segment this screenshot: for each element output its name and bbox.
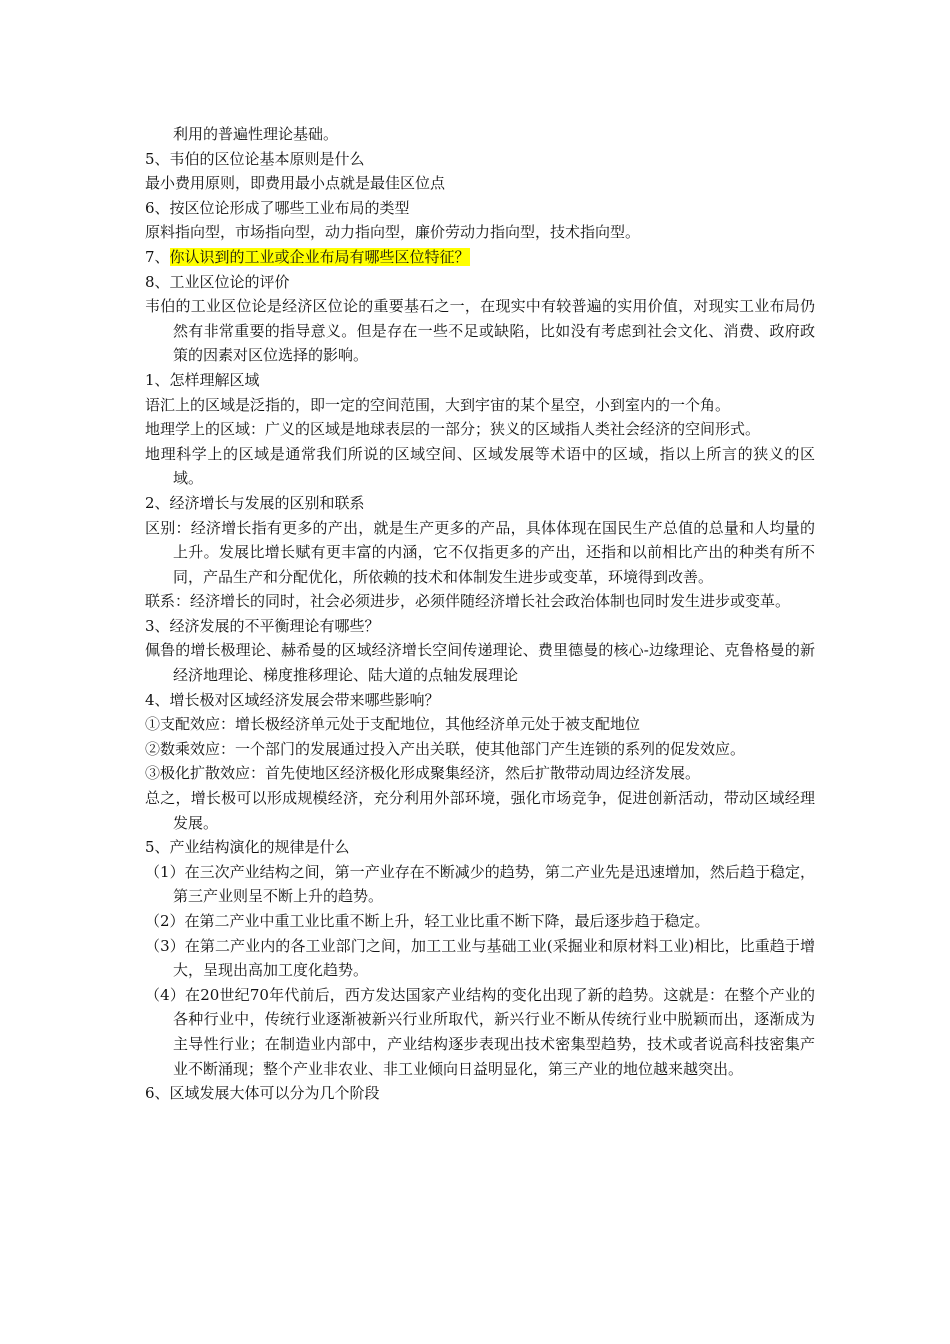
question-heading: 5、产业结构演化的规律是什么: [145, 838, 350, 857]
answer-paragraph: 地理科学上的区域是通常我们所说的区域空间、区域发展等术语中的区域，指以上所言的狭义的区域。: [145, 444, 815, 488]
answer-paragraph: 联系：经济增长的同时，社会必须进步，必须伴随经济增长社会政治体制也同时发生进步或变革。: [145, 592, 791, 611]
question-heading: 5、韦伯的区位论基本原则是什么: [145, 149, 365, 168]
answer-paragraph: 原料指向型，市场指向型，动力指向型，廉价劳动力指向型，技术指向型。: [145, 223, 641, 242]
answer-paragraph: 区别：经济增长指有更多的产出，就是生产更多的产品，具体体现在国民生产总值的总量和人均量的上升。发展比增长赋有更丰富的内涵，它不仅指更多的产出，还指和以前相比产出的种类有所不同，产品生产和分配优化，所依赖的技术和体制发生进步或变革，环境得到改善。: [145, 518, 815, 586]
answer-paragraph: 佩鲁的增长极理论、赫希曼的区域经济增长空间传递理论、费里德曼的核心-边缘理论、克鲁格曼的新经济地理论、梯度推移理论、陆大道的点轴发展理论: [145, 641, 815, 685]
answer-list-item: ③极化扩散效应：首先使地区经济极化形成聚集经济，然后扩散带动周边经济发展。: [145, 764, 701, 783]
question-heading: 6、区域发展大体可以分为几个阶段: [145, 1084, 380, 1103]
answer-list-item: （3）在第二产业内的各工业部门之间，加工工业与基础工业(采掘业和原材料工业)相比，比重趋于增大，呈现出高加工度化趋势。: [145, 936, 815, 980]
answer-list-item: ①支配效应：增长极经济单元处于支配地位，其他经济单元处于被支配地位: [145, 715, 641, 734]
question-heading: 4、增长极对区域经济发展会带来哪些影响？: [145, 690, 440, 709]
question-heading: 3、经济发展的不平衡理论有哪些？: [145, 616, 380, 635]
question-heading: 1、怎样理解区域: [145, 370, 260, 389]
highlighted-question-text: 你认识到的工业或企业布局有哪些区位特征？: [169, 247, 470, 266]
answer-paragraph: 总之，增长极可以形成规模经济，充分利用外部环境，强化市场竞争，促进创新活动，带动区域经理发展。: [145, 789, 815, 832]
answer-paragraph: 最小费用原则，即费用最小点就是最佳区位点: [145, 174, 446, 193]
question-heading: 2、经济增长与发展的区别和联系: [145, 493, 365, 512]
answer-list-item: ②数乘效应：一个部门的发展通过投入产出关联，使其他部门产生连锁的系列的促发效应。: [145, 739, 746, 758]
answer-paragraph: 韦伯的工业区位论是经济区位论的重要基石之一，在现实中有较普遍的实用价值，对现实工业布局仍然有非常重要的指导意义。但是存在一些不足或缺陷，比如没有考虑到社会文化、消费、政府政策的因素对区位选择的影响。: [145, 297, 815, 365]
document-body: [145, 122, 815, 1106]
question-heading-highlighted: [145, 245, 815, 270]
answer-paragraph: 语汇上的区域是泛指的，即一定的空间范围，大到宇宙的某个星空，小到室内的一个角。: [145, 395, 731, 414]
paragraph: 利用的普遍性理论基础。: [173, 125, 339, 143]
answer-list-item: （2）在第二产业中重工业比重不断上升，轻工业比重不断下降，最后逐步趋于稳定。: [145, 912, 710, 930]
question-heading: 6、按区位论形成了哪些工业布局的类型: [145, 198, 410, 217]
question-number: 7、: [145, 247, 170, 266]
answer-list-item: （1）在三次产业结构之间，第一产业存在不断减少的趋势，第二产业先是迅速增加，然后趋于稳定，第三产业则呈不断上升的趋势。: [145, 862, 815, 906]
answer-list-item: （4）在20世纪70年代前后，西方发达国家产业结构的变化出现了新的趋势。这就是：在整个产业的各种行业中，传统行业逐渐被新兴行业所取代，新兴行业不断从传统行业中脱颖而出，逐渐成为主导性行业；在制造业内部中，产业结构逐步表现出技术密集型趋势，技术或者说高科技密集产业不断涌现；整个产业非农业、非工业倾向日益明显化，第三产业的地位越来越突出。: [145, 985, 815, 1078]
answer-paragraph: 地理学上的区域：广义的区域是地球表层的一部分；狭义的区域指人类社会经济的空间形式。: [145, 420, 761, 439]
question-heading: 8、工业区位论的评价: [145, 272, 290, 291]
